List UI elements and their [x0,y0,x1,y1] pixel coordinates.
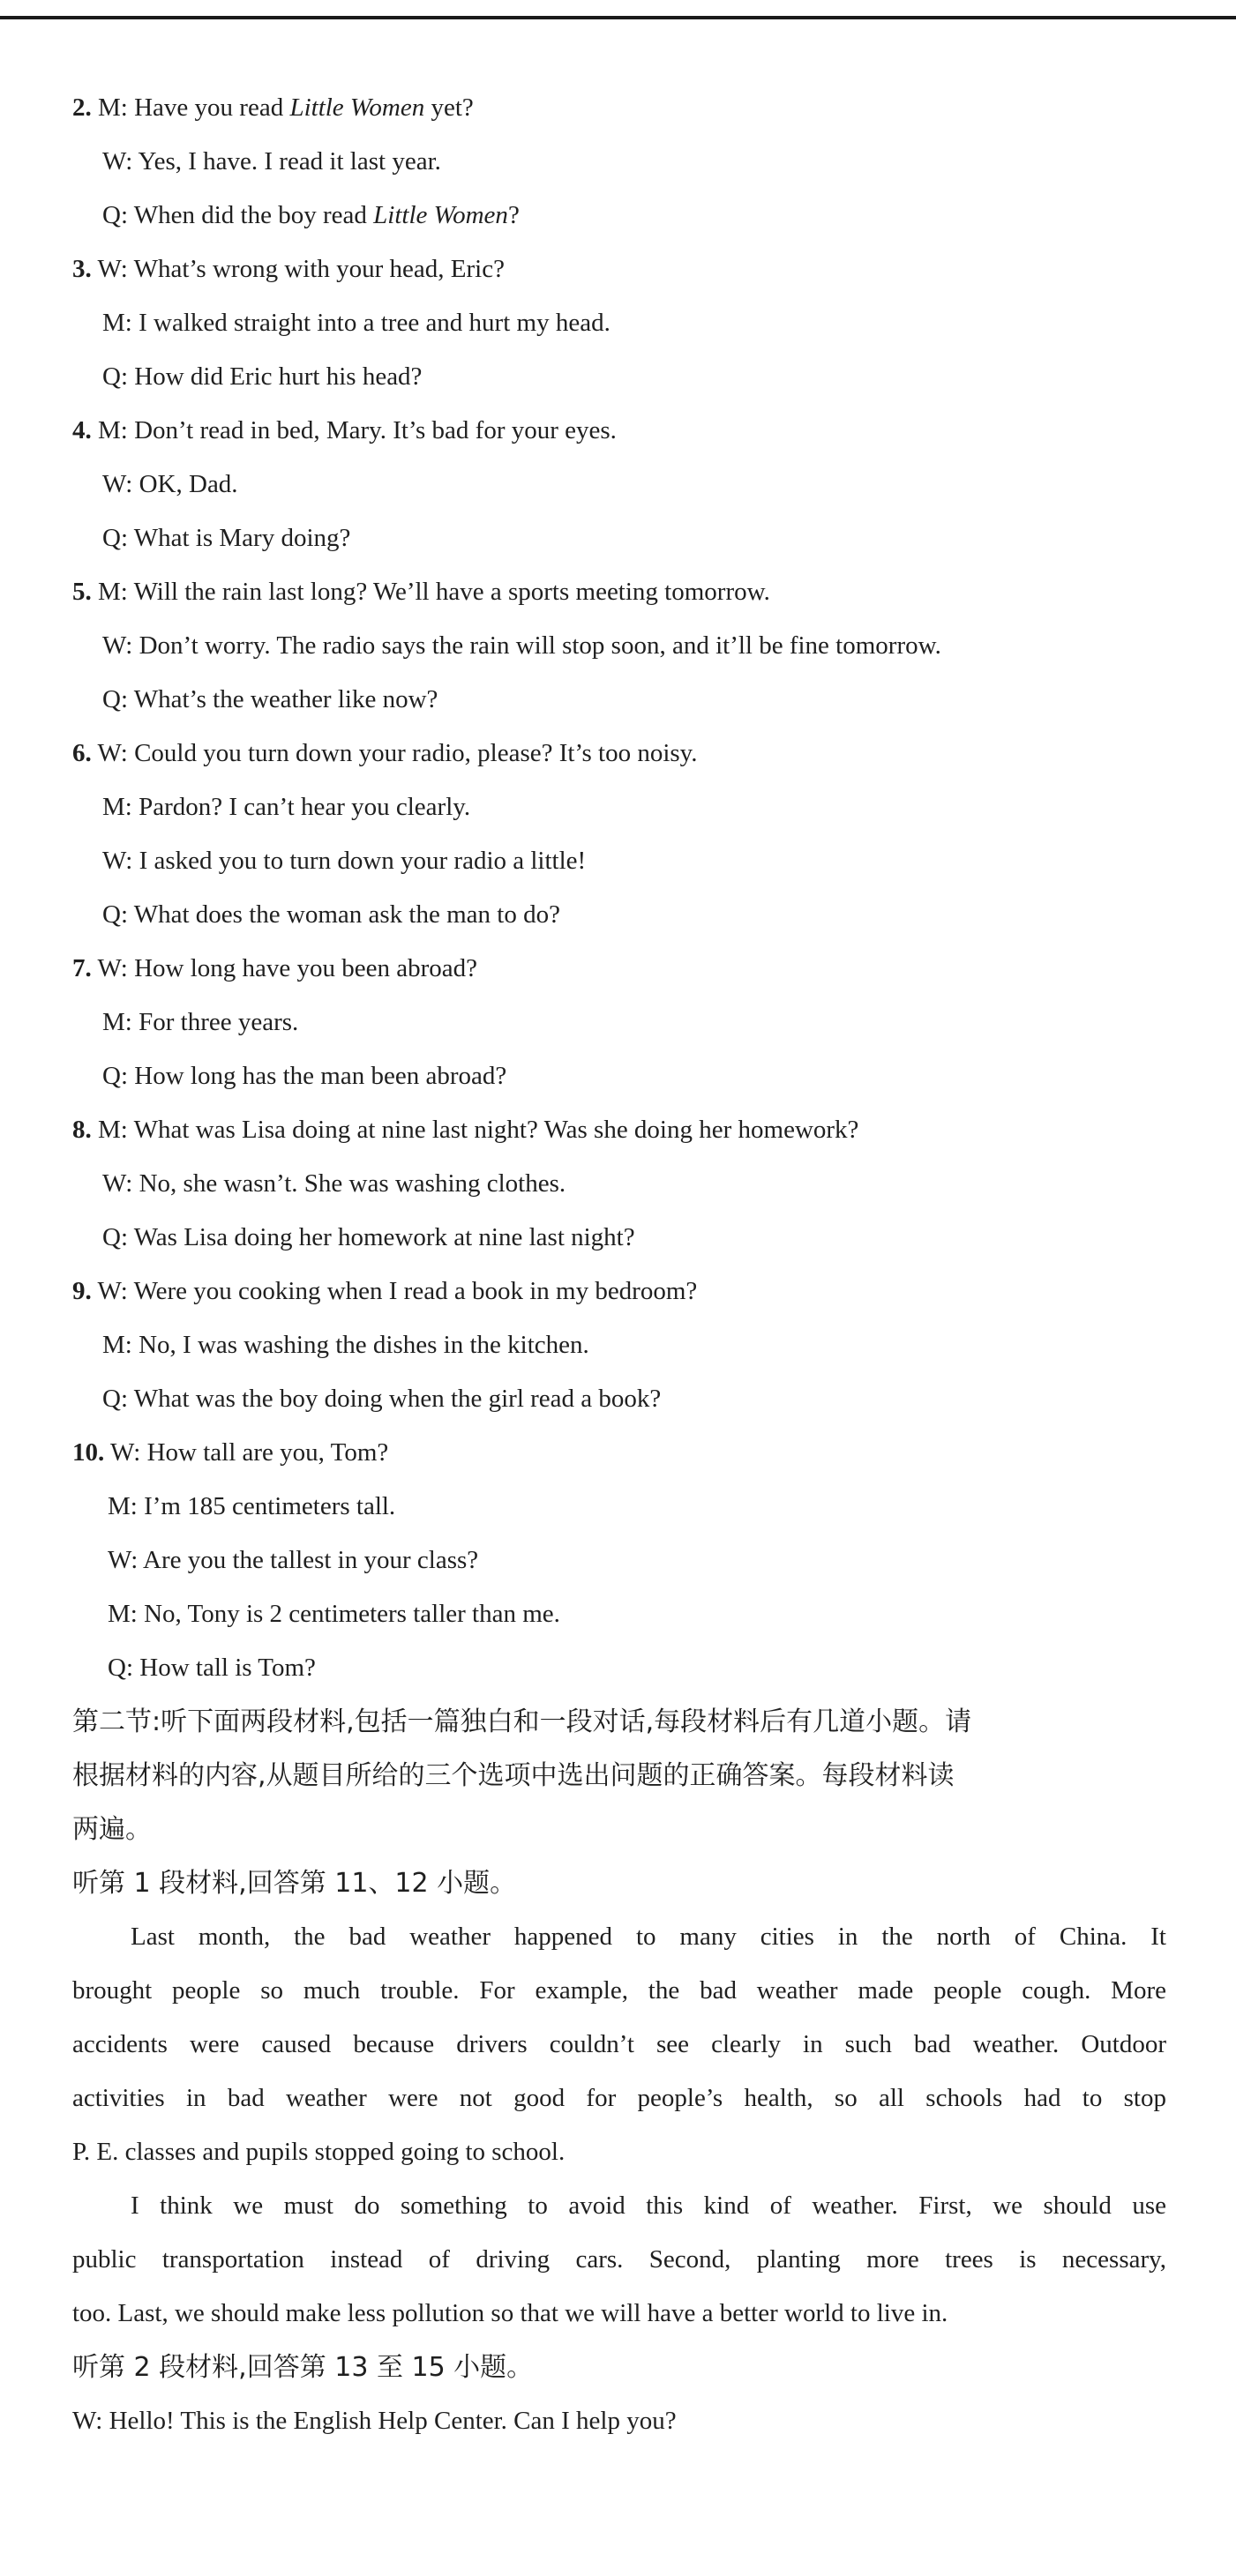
top-rule [0,16,1236,19]
section2-instruction: 根据材料的内容,从题目所给的三个选项中选出问题的正确答案。每段材料读 [72,1760,955,1791]
passage-line: I think we must do something to avoid this kind of weather. First, we should use [131,2191,1166,2220]
dialogue-line: 5. M: Will the rain last long? We’ll have a sports meeting tomorrow. [72,565,1166,619]
speaker-label: Q [108,1654,126,1682]
speaker-label: M [98,578,121,606]
speaker-label: M [102,1008,125,1036]
utterance-text: OK, Dad. [139,470,238,498]
passage-line: Last month, the bad weather happened to many cities in the north of China. It [131,1923,1166,1951]
speaker-label: M [98,93,121,122]
utterance-text: No, Tony is 2 centimeters taller than me. [144,1600,560,1628]
speaker-label: Q [102,1062,121,1090]
utterance-text: Don’t worry. The radio says the rain will stop soon, and it’ll be fine tomorrow. [139,631,941,660]
dialogue-line: W: Hello! This is the English Help Center. Can I help you? [72,2407,677,2435]
passage-line: public transportation instead of driving cars. Second, planting more trees is necessary, [72,2245,1166,2274]
speaker-label: W [102,847,126,875]
page-content [72,81,1166,2448]
utterance-text: Pardon? I can’t hear you clearly. [139,793,471,821]
section2-instruction: 第二节:听下面两段材料,包括一篇独白和一段对话,每段材料后有几道小题。请 [72,1706,972,1737]
utterance-text: Will the rain last long? We’ll have a sports meeting tomorrow. [133,578,770,606]
dialogue-line: Q: What’s the weather like now? [102,685,438,713]
speaker-label: Q [102,900,121,929]
utterance-text: What’s wrong with your head, Eric? [133,255,505,283]
speaker-label: W [97,255,121,283]
speaker-label: W [102,147,126,175]
passage-line: too. Last, we should make less pollution so that we will have a better world to live in. [72,2299,948,2327]
book-title: Little Women [289,93,425,122]
speaker-label: Q [102,685,121,713]
speaker-label: W [109,1438,134,1467]
utterance-text: What’s the weather like now? [133,685,438,713]
dialogue-line: 8. M: What was Lisa doing at nine last night? Was she doing her homework? [72,1103,1166,1157]
dialogue-line: Q: When did the boy read Little Women? [102,201,520,229]
utterance-text: I’m 185 centimeters tall. [144,1492,396,1520]
passage-line: P. E. classes and pupils stopped going to school. [72,2138,566,2166]
dialogue-line: 6. W: Could you turn down your radio, please? It’s too noisy. [72,727,1166,780]
dialogue-line: Q: Was Lisa doing her homework at nine last night? [102,1223,635,1251]
speaker-label: M [108,1492,131,1520]
utterance-text: How long has the man been abroad? [134,1062,507,1090]
dialogue-line: 2. M: Have you read Little Women yet? [72,81,1166,135]
material1-heading: 听第 1 段材料,回答第 11、12 小题。 [72,1868,517,1899]
dialogue-line: W: I asked you to turn down your radio a little! [102,847,587,875]
dialogue-line: M: No, I was washing the dishes in the kitchen. [102,1331,589,1359]
utterance-text: ? [507,201,520,229]
utterance-text: For three years. [139,1008,299,1036]
dialogue-line: 7. W: How long have you been abroad? [72,942,1166,996]
speaker-label: Q [102,1385,121,1413]
speaker-label: Q [102,362,121,391]
utterance-text: What is Mary doing? [133,524,351,552]
dialogue-line: 9. W: Were you cooking when I read a book in my bedroom? [72,1265,1166,1318]
dialogue-line: Q: How long has the man been abroad? [102,1062,507,1090]
speaker-label: W [102,1169,126,1198]
dialogue-line: Q: What was the boy doing when the girl read a book? [102,1385,662,1413]
utterance-text: Don’t read in bed, Mary. It’s bad for your eyes. [134,416,617,444]
question-number: 9. [72,1277,92,1305]
book-title: Little Women [373,201,508,229]
speaker-label: W [97,1277,121,1305]
question-number: 6. [72,739,92,767]
utterance-text: How did Eric hurt his head? [134,362,423,391]
utterance-text: How tall is Tom? [139,1654,316,1682]
dialogue-line: W: Yes, I have. I read it last year. [102,147,441,175]
speaker-label: M [98,1116,121,1144]
utterance-text: No, I was washing the dishes in the kitchen. [139,1331,589,1359]
question-number: 3. [72,255,92,283]
passage-line: accidents were caused because drivers couldn’t see clearly in such bad weather. Outdoor [72,2030,1166,2058]
question-number: 5. [72,578,92,606]
speaker-label: M [98,416,121,444]
speaker-label: W [108,1546,131,1574]
speaker-label: Q [102,1223,121,1251]
dialogue-line: 10. W: How tall are you, Tom? [72,1426,1166,1480]
speaker-label: W [97,954,121,982]
dialogue-line: W: Are you the tallest in your class? [108,1546,479,1574]
dialogue-line: Q: What does the woman ask the man to do? [102,900,560,929]
utterance-text: Have you read [134,93,290,122]
passage-line: activities in bad weather were not good for people’s health, so all schools had to stop [72,2084,1166,2112]
dialogue-line: 4. M: Don’t read in bed, Mary. It’s bad for your eyes. [72,404,1166,458]
utterance-text: When did the boy read [133,201,374,229]
speaker-label: Q [102,524,121,552]
utterance-text: I walked straight into a tree and hurt my head. [139,309,611,337]
utterance-text: How long have you been abroad? [134,954,478,982]
utterance-text: What was the boy doing when the girl read a book? [133,1385,662,1413]
dialogue-line: M: I’m 185 centimeters tall. [108,1492,396,1520]
speaker-label: Q [102,201,121,229]
utterance-text: What was Lisa doing at nine last night? Was she doing her homework? [133,1116,859,1144]
utterance-text: Were you cooking when I read a book in my bedroom? [133,1277,698,1305]
utterance-text: Yes, I have. I read it last year. [138,147,441,175]
utterance-text: I asked you to turn down your radio a little! [139,847,587,875]
dialogue-line: M: I walked straight into a tree and hurt my head. [102,309,611,337]
dialogue-line: 3. W: What’s wrong with your head, Eric? [72,243,1166,296]
passage-line: brought people so much trouble. For example, the bad weather made people cough. More [72,1976,1166,2005]
question-number: 10. [72,1438,105,1467]
speaker-label: W [102,470,126,498]
speaker-label: W [102,631,126,660]
speaker-label: W [97,739,121,767]
dialogue-line: Q: How tall is Tom? [108,1654,316,1682]
utterance-text: Are you the tallest in your class? [143,1546,479,1574]
utterance-text: What does the woman ask the man to do? [133,900,560,929]
dialogue-line: W: No, she wasn’t. She was washing clothes. [102,1169,566,1198]
dialogue-line: M: For three years. [102,1008,299,1036]
utterance-text: No, she wasn’t. She was washing clothes. [139,1169,566,1198]
speaker-label: M [108,1600,131,1628]
section2-instruction: 两遍。 [72,1814,152,1845]
dialogue-line: Q: What is Mary doing? [102,524,351,552]
dialogue-line: M: No, Tony is 2 centimeters taller than me. [108,1600,560,1628]
utterance-text: Could you turn down your radio, please? It’s too noisy. [134,739,698,767]
question-number: 2. [72,93,92,122]
speaker-label: M [102,309,125,337]
question-number: 4. [72,416,92,444]
utterance-text: Was Lisa doing her homework at nine last night? [133,1223,635,1251]
question-number: 7. [72,954,92,982]
dialogue-line: M: Pardon? I can’t hear you clearly. [102,793,471,821]
dialogue-line: W: Don’t worry. The radio says the rain will stop soon, and it’ll be fine tomorrow. [102,631,941,660]
dialogue-line: W: OK, Dad. [102,470,238,498]
speaker-label: M [102,1331,125,1359]
utterance-text: yet? [424,93,474,122]
utterance-text: How tall are you, Tom? [146,1438,389,1467]
material2-heading: 听第 2 段材料,回答第 13 至 15 小题。 [72,2352,534,2383]
speaker-label: M [102,793,125,821]
dialogue-line: Q: How did Eric hurt his head? [102,362,423,391]
question-number: 8. [72,1116,92,1144]
